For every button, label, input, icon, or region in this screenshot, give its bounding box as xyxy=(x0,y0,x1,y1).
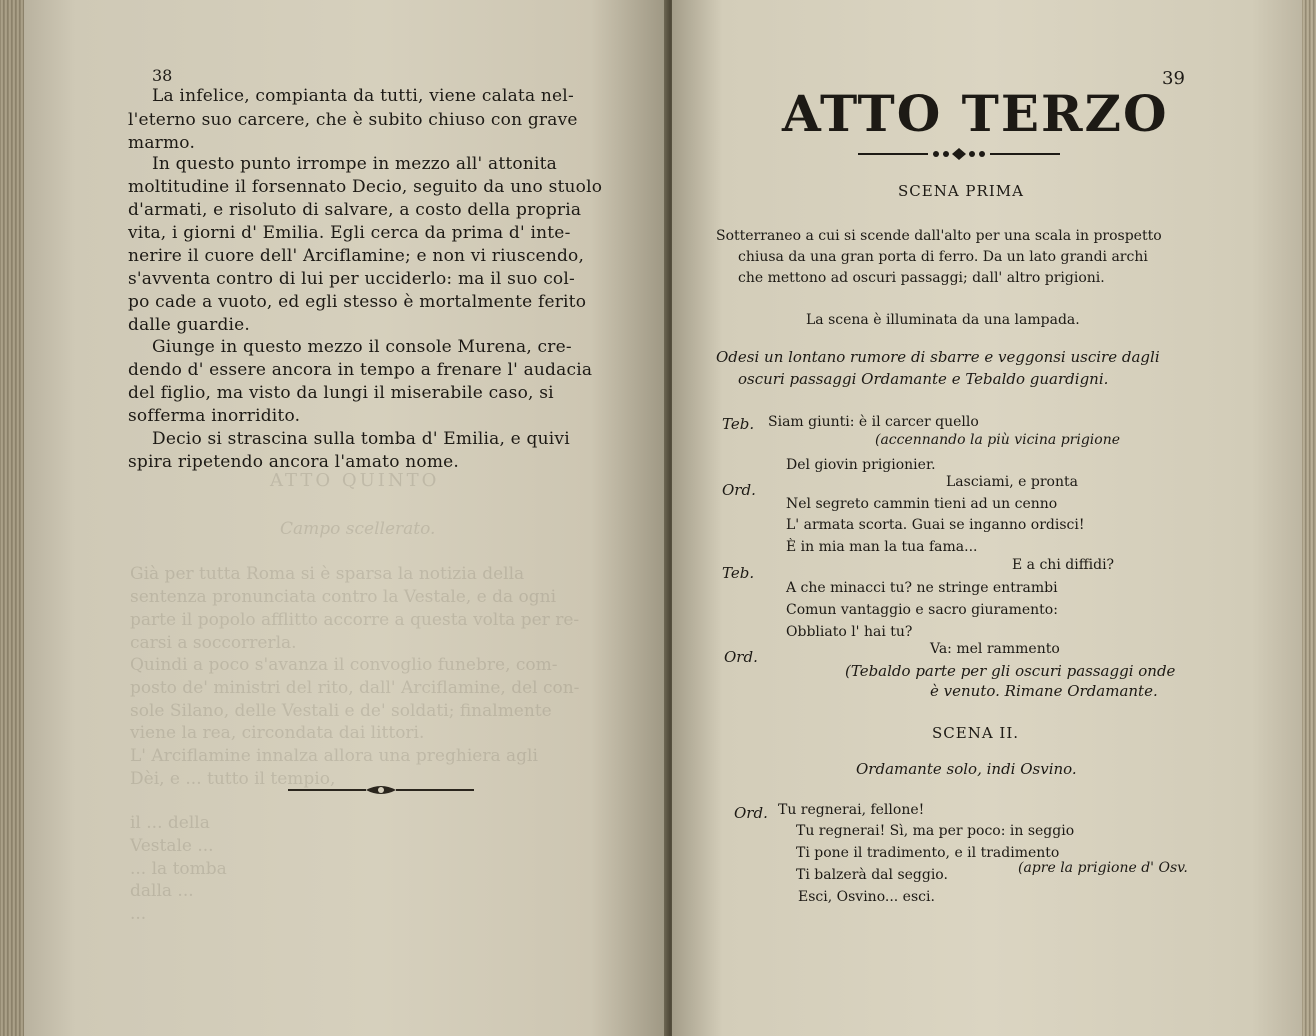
verse-line: È in mia man la tua fama... xyxy=(786,539,978,555)
ghost-line: parte il popolo afflitto accorre a questa volta per re- xyxy=(130,610,580,630)
ghost-line: il ... della xyxy=(130,813,210,833)
stage-direction: è venuto. Rimane Ordamante. xyxy=(930,682,1158,700)
ghost-line: viene la rea, circondata dai littori. xyxy=(130,723,425,743)
page-number-right: 39 xyxy=(1162,68,1185,89)
ghost-heading: ATTO QUINTO xyxy=(270,470,440,491)
ornament-divider-right xyxy=(856,146,1062,162)
text-line: dalle guardie. xyxy=(128,315,251,335)
text-line: sofferma inorridito. xyxy=(128,406,301,426)
stage-direction: (accennando la più vicina prigione xyxy=(875,432,1121,448)
verse-line: Comun vantaggio e sacro giuramento: xyxy=(786,602,1058,618)
verse-line: E a chi diffidi? xyxy=(1012,557,1115,573)
ghost-line: posto de' ministri del rito, dall' Arciflamine, del con- xyxy=(130,678,580,698)
text-line: moltitudine il forsennato Decio, seguito da uno stuolo xyxy=(128,177,603,197)
text-line: spira ripetendo ancora l'amato nome. xyxy=(128,452,460,472)
text-line: Decio si strascina sulla tomba d' Emilia, e quivi xyxy=(152,429,570,449)
ghost-line: L' Arciflamine innalza allora una preghiera agli xyxy=(130,746,538,766)
stage-direction: (apre la prigione d' Osv. xyxy=(1018,860,1188,876)
text-line: po cade a vuoto, ed egli stesso è mortalmente ferito xyxy=(128,292,587,312)
text-line: l'eterno suo carcere, che è subito chiuso con grave xyxy=(128,110,578,130)
verse-line: Lasciami, e pronta xyxy=(946,474,1078,490)
text-line: d'armati, e risoluto di salvare, a costo della propria xyxy=(128,200,582,220)
verse-line: Esci, Osvino... esci. xyxy=(798,889,935,905)
ghost-line: Campo scellerato. xyxy=(280,519,436,539)
stage-direction: oscuri passaggi Ordamante e Tebaldo guardigni. xyxy=(738,370,1109,388)
scene-two-subtitle: Ordamante solo, indi Osvino. xyxy=(856,760,1077,778)
lighting-note: La scena è illuminata da una lampada. xyxy=(806,312,1080,328)
setting-line: che mettono ad oscuri passaggi; dall' altro prigioni. xyxy=(738,270,1105,286)
ghost-line: ... la tomba xyxy=(130,859,227,879)
setting-line: Sotterraneo a cui si scende dall'alto per una scala in prospetto xyxy=(716,228,1162,244)
ghost-line: dalla ... xyxy=(130,881,194,901)
book-edge-left xyxy=(0,0,24,1036)
text-line: nerire il cuore dell' Arciflamine; e non vi riuscendo, xyxy=(128,246,585,266)
stage-direction: Odesi un lontano rumore di sbarre e veggonsi uscire dagli xyxy=(716,348,1160,366)
verse-line: Ti balzerà dal seggio. xyxy=(796,867,948,883)
setting-line: chiusa da una gran porta di ferro. Da un lato grandi archi xyxy=(738,249,1148,265)
act-title: ATTO TERZO xyxy=(782,84,1169,143)
text-line: dendo d' essere ancora in tempo a frenare l' audacia xyxy=(128,360,593,380)
text-line: La infelice, compianta da tutti, viene calata nel- xyxy=(152,86,574,106)
ghost-line: ... xyxy=(130,904,147,924)
verse-line: Va: mel rammento xyxy=(930,641,1060,657)
speaker-ordamante: Ord. xyxy=(724,648,758,666)
ghost-line: Vestale ... xyxy=(130,836,214,856)
verse-line: Siam giunti: è il carcer quello xyxy=(768,414,979,430)
ghost-line: Già per tutta Roma si è sparsa la notizia della xyxy=(130,564,525,584)
ghost-line: Dèi, e ... tutto il tempio, xyxy=(130,769,336,789)
verse-line: Tu regnerai! Sì, ma per poco: in seggio xyxy=(796,823,1075,839)
text-line: del figlio, ma visto da lungi il miserabile caso, si xyxy=(128,383,554,403)
speaker-tebaldo: Teb. xyxy=(722,415,755,433)
stage-direction: (Tebaldo parte per gli oscuri passaggi onde xyxy=(845,662,1176,680)
ghost-line: sentenza pronunciata contro la Vestale, e da ogni xyxy=(130,587,557,607)
ornament-divider-left xyxy=(286,782,476,798)
text-line: In questo punto irrompe in mezzo all' attonita xyxy=(152,154,557,174)
ghost-line: sole Silano, delle Vestali e de' soldati; finalmente xyxy=(130,701,552,721)
page-number-left: 38 xyxy=(152,66,173,85)
scene-two-title: SCENA II. xyxy=(932,724,1020,742)
verse-line: Nel segreto cammin tieni ad un cenno xyxy=(786,496,1058,512)
book-edge-right xyxy=(1302,0,1316,1036)
speaker-ordamante: Ord. xyxy=(722,481,756,499)
verse-line: Tu regnerai, fellone! xyxy=(778,802,925,818)
ghost-line: carsi a soccorrerla. xyxy=(130,633,297,653)
scene-one-title: SCENA PRIMA xyxy=(898,182,1024,200)
text-line: marmo. xyxy=(128,133,196,153)
text-line: s'avventa contro di lui per ucciderlo: ma il suo col- xyxy=(128,269,575,289)
ghost-line: Quindi a poco s'avanza il convoglio funebre, com- xyxy=(130,655,558,675)
verse-line: A che minacci tu? ne stringe entrambi xyxy=(786,580,1058,596)
speaker-tebaldo: Teb. xyxy=(722,564,755,582)
text-line: vita, i giorni d' Emilia. Egli cerca da prima d' inte- xyxy=(128,223,571,243)
verse-line: Obbliato l' hai tu? xyxy=(786,624,913,640)
verse-line: L' armata scorta. Guai se inganno ordisci! xyxy=(786,517,1085,533)
speaker-ordamante: Ord. xyxy=(734,804,768,822)
text-line: Giunge in questo mezzo il console Murena, cre- xyxy=(152,337,572,357)
verse-line: Ti pone il tradimento, e il tradimento xyxy=(796,845,1060,861)
verse-line: Del giovin prigionier. xyxy=(786,457,936,473)
